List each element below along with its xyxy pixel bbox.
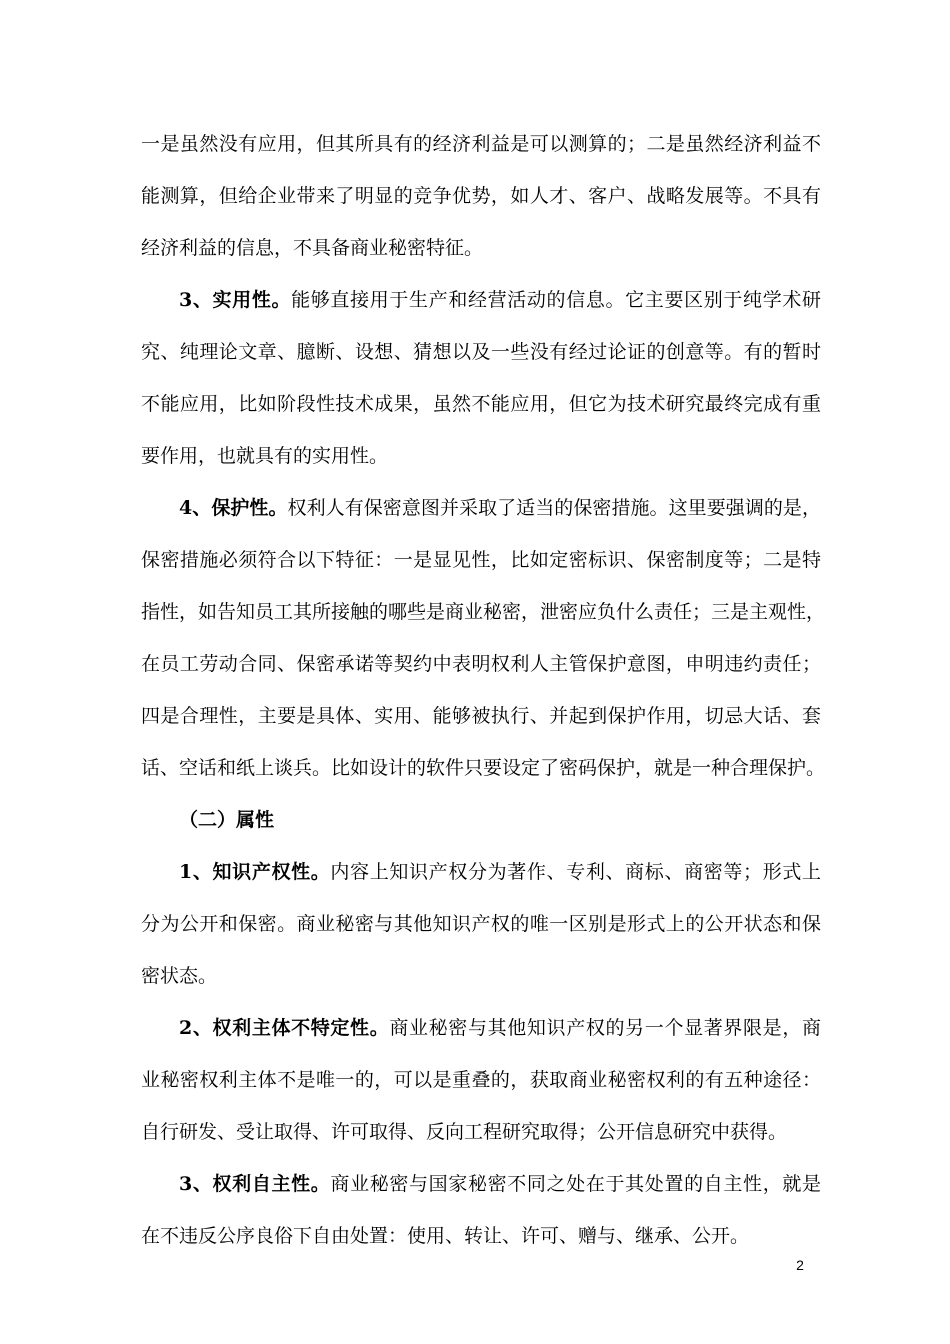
paragraph-line: 保密措施必须符合以下特征：一是显见性，比如定密标识、保密制度等；二是特	[141, 549, 821, 571]
paragraph-line: 密状态。	[141, 965, 218, 987]
item-lead-ip: 1、知识产权性。	[179, 861, 331, 883]
paragraph-line: 话、空话和纸上谈兵。比如设计的软件只要设定了密码保护，就是一种合理保护。	[141, 757, 826, 779]
paragraph-line: 指性，如告知员工其所接触的哪些是商业秘密，泄密应负什么责任；三是主观性，	[141, 601, 826, 623]
paragraph-line: 究、纯理论文章、臆断、设想、猜想以及一些没有经过论证的创意等。有的暂时	[141, 341, 821, 363]
paragraph-line: 自行研发、受让取得、许可取得、反向工程研究取得；公开信息研究中获得。	[141, 1121, 788, 1143]
paragraph-text: 内容上知识产权分为著作、专利、商标、商密等；形式上	[330, 861, 821, 883]
paragraph-first-line	[179, 1171, 821, 1197]
paragraph-text: 商业秘密与其他知识产权的另一个显著界限是，商	[389, 1017, 821, 1039]
paragraph-line: 在不违反公序良俗下自由处置：使用、转让、许可、赠与、继承、公开。	[141, 1225, 750, 1247]
paragraph-line: 经济利益的信息，不具备商业秘密特征。	[141, 237, 484, 259]
paragraph-text: 能够直接用于生产和经营活动的信息。它主要区别于纯学术研	[291, 289, 821, 311]
item-lead-subject: 2、权利主体不特定性。	[179, 1017, 390, 1039]
paragraph-line: 一是虽然没有应用，但其所具有的经济利益是可以测算的；二是虽然经济利益不	[141, 133, 821, 155]
paragraph-line: 四是合理性，主要是具体、实用、能够被执行、并起到保护作用，切忌大话、套	[141, 705, 821, 727]
item-lead-protection: 4、保护性。	[179, 497, 288, 519]
item-lead-autonomy: 3、权利自主性。	[179, 1173, 331, 1195]
item-lead-practicality: 3、实用性。	[179, 289, 292, 311]
paragraph-line: 在员工劳动合同、保密承诺等契约中表明权利人主管保护意图，申明违约责任；	[141, 653, 821, 675]
page-number: 2	[796, 1257, 804, 1273]
paragraph-first-line	[179, 287, 821, 313]
section-heading	[179, 807, 859, 833]
paragraph-line: 要作用，也就具有的实用性。	[141, 445, 389, 467]
section-heading-text: （二）属性	[179, 809, 275, 831]
paragraph-text: 商业秘密与国家秘密不同之处在于其处置的自主性，就是	[330, 1173, 821, 1195]
paragraph-line: 能测算，但给企业带来了明显的竞争优势，如人才、客户、战略发展等。不具有	[141, 185, 821, 207]
paragraph-line: 业秘密权利主体不是唯一的，可以是重叠的，获取商业秘密权利的有五种途径：	[141, 1069, 821, 1091]
paragraph-first-line	[179, 1015, 821, 1041]
paragraph-line: 分为公开和保密。商业秘密与其他知识产权的唯一区别是形式上的公开状态和保	[141, 913, 821, 935]
paragraph-first-line	[179, 859, 821, 885]
paragraph-line: 不能应用，比如阶段性技术成果，虽然不能应用，但它为技术研究最终完成有重	[141, 393, 821, 415]
paragraph-text: 权利人有保密意图并采取了适当的保密措施。这里要强调的是，	[287, 497, 821, 519]
paragraph-first-line	[179, 495, 821, 521]
